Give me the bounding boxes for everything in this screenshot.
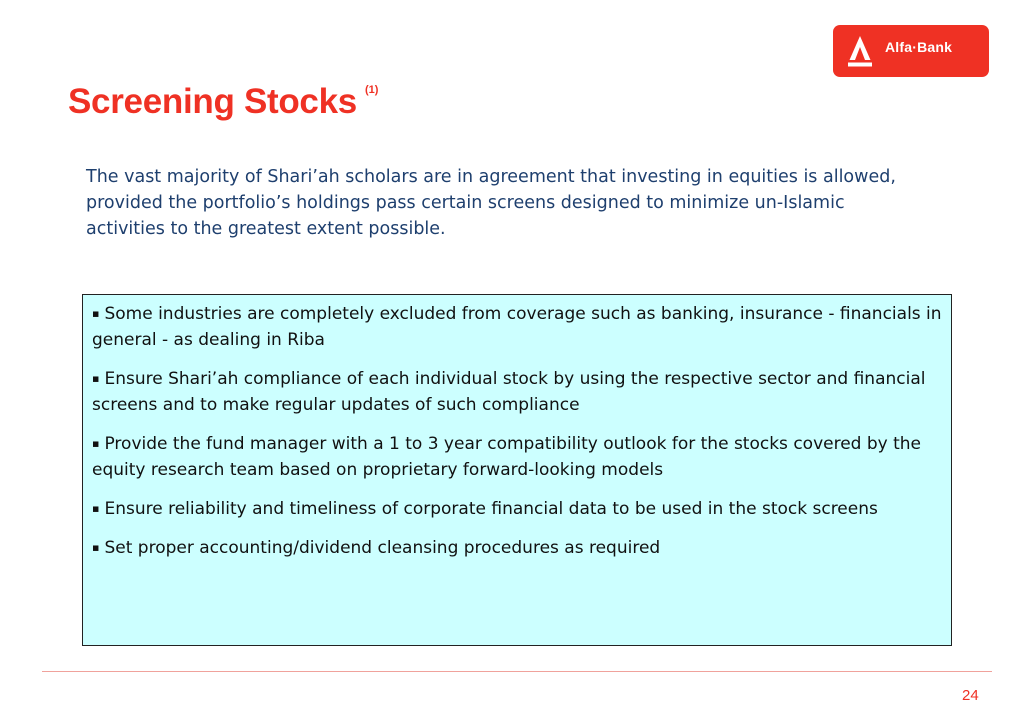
bullet-item [92, 301, 943, 353]
bullet-text: Ensure reliability and timeliness of corporate financial data to be used in the stock screens [104, 499, 878, 519]
intro-paragraph: The vast majority of Shari’ah scholars are in agreement that investing in equities is allowed, provided the portfolio’s holdings pass certain screens designed to minimize un-Islamic activities to the greatest extent possible. [86, 167, 896, 239]
bullet-square-icon: ▪ [92, 307, 100, 320]
page-number: 24 [962, 687, 979, 704]
bullet-text: Set proper accounting/dividend cleansing procedures as required [104, 538, 661, 558]
bullet-item [92, 431, 943, 483]
bullet-text: Provide the fund manager with a 1 to 3 year compatibility outlook for the stocks covered by the equity research team based on proprietary forward-looking models [92, 434, 922, 480]
alfa-a-logo-icon [845, 35, 875, 67]
bullet-square-icon: ▪ [92, 502, 100, 515]
title-footnote: (1) [364, 84, 379, 96]
alfa-bank-logo [833, 25, 989, 77]
bullet-square-icon: ▪ [92, 541, 100, 554]
bullet-square-icon: ▪ [92, 437, 100, 450]
bullet-box [82, 294, 952, 646]
logo-text: Alfa·Bank [885, 39, 953, 55]
bullet-square-icon: ▪ [92, 372, 100, 385]
page-title [68, 82, 378, 122]
footer-divider [42, 671, 992, 672]
title-text: Screening Stocks [68, 82, 357, 121]
bullet-item [92, 366, 943, 418]
bullet-text: Ensure Shari’ah compliance of each individual stock by using the respective sector and financial screens and to make regular updates of such compliance [92, 369, 926, 415]
bullet-item [92, 535, 943, 561]
bullet-item [92, 496, 943, 522]
bullet-text: Some industries are completely excluded from coverage such as banking, insurance - financials in general - as dealing in Riba [92, 304, 942, 350]
